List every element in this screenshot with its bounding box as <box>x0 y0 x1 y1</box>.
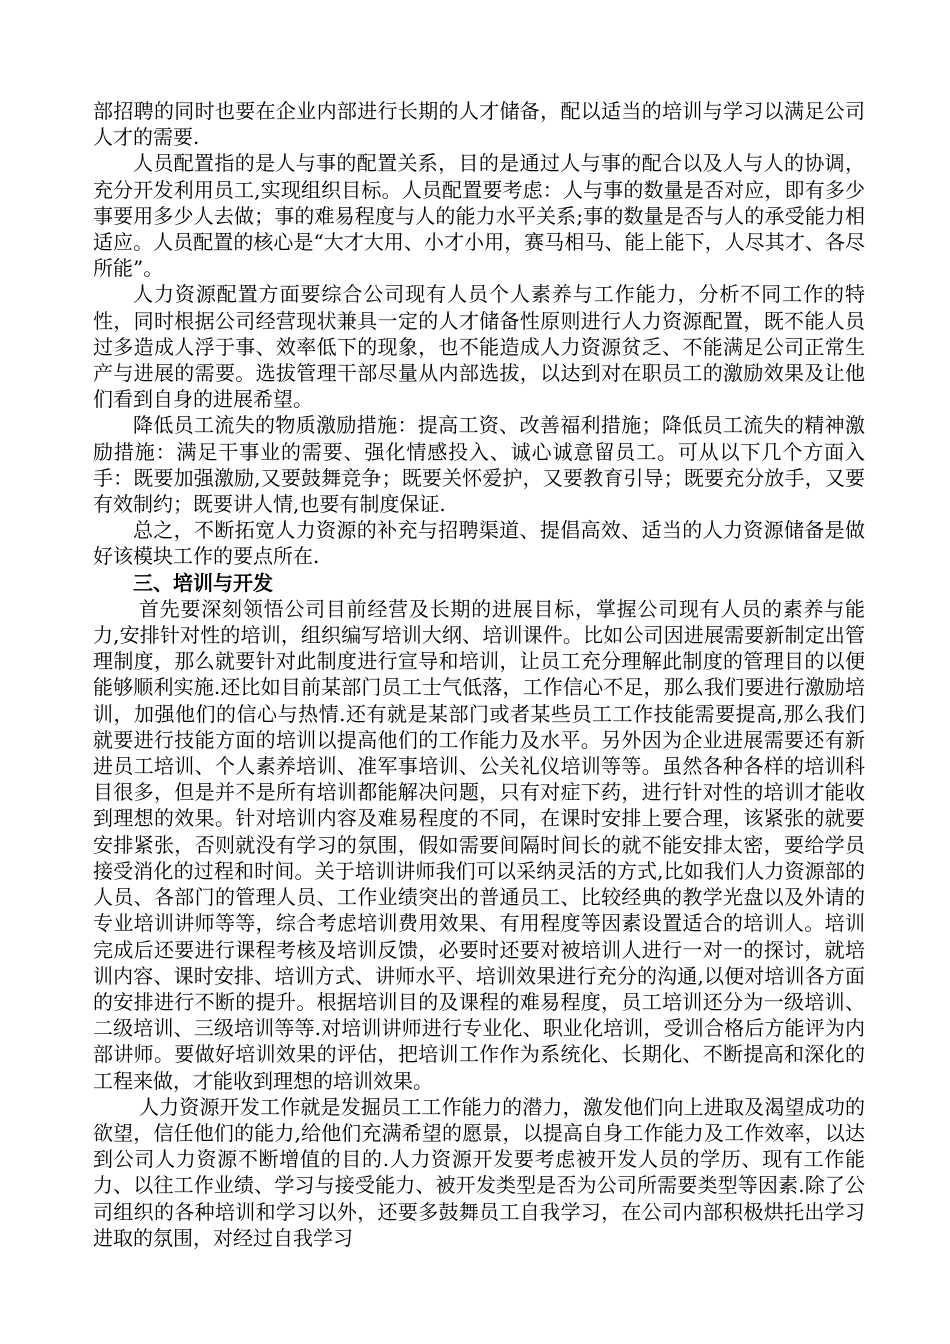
section-heading: 三、培训与开发 <box>133 570 273 595</box>
paragraph-retention: 降低员工流失的物质激励措施：提高工资、改善福利措施；降低员工流失的精神激励措施：满足干事业的需要、强化情感投入、诚心诚意留员工。可从以下几个方面入手：既要加强激励,又要鼓舞竞争；既要关怀爱护，又要教育引导；既要充分放手，又要有效制约；既要讲人情,也要有制度保证. <box>93 413 865 517</box>
paragraph-continuation: 部招聘的同时也要在企业内部进行长期的人才储备，配以适当的培训与学习以满足公司人才的需要. <box>93 99 865 150</box>
paragraph-summary: 总之，不断拓宽人力资源的补充与招聘渠道、提倡高效、适当的人力资源储备是做好该模块工作的要点所在. <box>93 518 865 569</box>
paragraph-development: 人力资源开发工作就是发掘员工工作能力的潜力，激发他们向上进取及渴望成功的欲望，信任他们的能力,给他们充满希望的愿景，以提高自身工作能力及工作效率，以达到公司人力资源不断增值的目的.人力资源开发要考虑被开发人员的学历、现有工作能力、以往工作业绩、学习与接受能力、被开发类型是否为公司所需要类型等因素.除了公司组织的各种培训和学习以外，还要多鼓舞员工自我学习，在公司内部积极烘托出学习进取的氛围，对经过自我学习 <box>93 1094 865 1250</box>
paragraph-staffing: 人员配置指的是人与事的配置关系，目的是通过人与事的配合以及人与人的协调，充分开发利用员工,实现组织目标。人员配置要考虑：人与事的数量是否对应，即有多少事要用多少人去做；事的难易程度与人的能力水平关系;事的数量是否与人的承受能力相适应。人员配置的核心是“大才大用、小才小用，赛马相马、能上能下，人尽其才、各尽所能”。 <box>93 151 865 281</box>
paragraph-resource-allocation: 人力资源配置方面要综合公司现有人员个人素养与工作能力，分析不同工作的特性，同时根据公司经营现状兼具一定的人才储备性原则进行人力资源配置，既不能人员过多造成人浮于事、效率低下的现象，也不能造成人力资源贫乏、不能满足公司正常生产与进展的需要。选拔管理干部尽量从内部选拔，以达到对在职员工的激励效果及让他们看到自身的进展希望。 <box>93 282 865 412</box>
paragraph-training: 首先要深刻领悟公司目前经营及长期的进展目标，掌握公司现有人员的素养与能力,安排针对性的培训，组织编写培训大纲、培训课件。比如公司因进展需要新制定出管理制度，那么就要针对此制度进行宣导和培训，让员工充分理解此制度的管理目的以便能够顺利实施.还比如目前某部门员工士气低落，工作信心不足，那么我们要进行激励培训，加强他们的信心与热情.还有就是某部门或者某些员工工作技能需要提高,那么我们就要进行技能方面的培训以提高他们的工作能力及水平。另外因为企业进展需要还有新进员工培训、个人素养培训、准军事培训、公关礼仪培训等等。虽然各种各样的培训科目很多，但是并不是所有培训都能解决问题，只有对症下药，进行针对性的培训才能收到理想的效果。针对培训内容及难易程度的不同，在课时安排上要合理，该紧张的就要安排紧张，否则就没有学习的氛围，假如需要间隔时间长的就不能安排太密，要给学员接受消化的过程和时间。关于培训讲师我们可以采纳灵活的方式,比如我们人力资源部的人员、各部门的管理人员、工作业绩突出的普通员工、比较经典的教学光盘以及外请的专业培训讲师等等，综合考虑培训费用效果、有用程度等因素设置适合的培训人。培训完成后还要进行课程考核及培训反馈，必要时还要对被培训人进行一对一的探讨，就培训内容、课时安排、培训方式、讲师水平、培训效果进行充分的沟通,以便对培训各方面的安排进行不断的提升。根据培训目的及课程的难易程度，员工培训还分为一级培训、二级培训、三级培训等等.对培训讲师进行专业化、职业化培训，受训合格后方能评为内部讲师。要做好培训效果的评估，把培训工作作为系统化、长期化、不断提高和深化的工程来做，才能收到理想的培训效果。 <box>93 596 865 1093</box>
document-body <box>93 98 865 1251</box>
